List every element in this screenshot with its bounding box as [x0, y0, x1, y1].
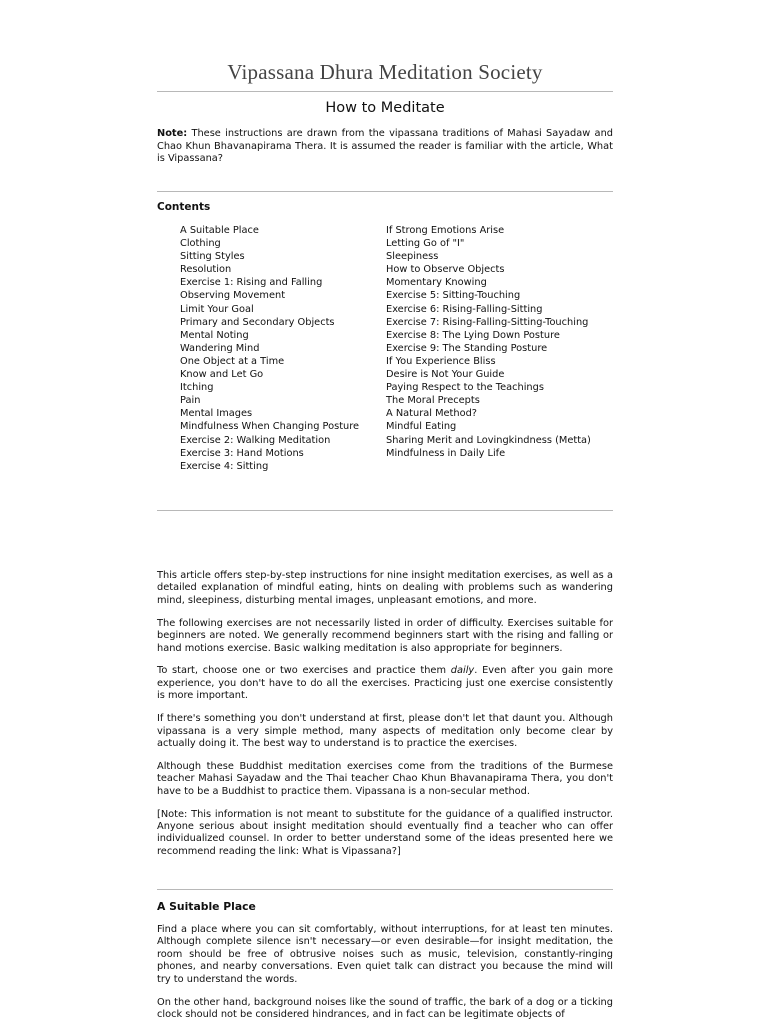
contents-link[interactable]: Observing Movement	[180, 290, 286, 302]
suitable-place-section	[157, 924, 613, 1032]
contents-link[interactable]: Exercise 6: Rising-Falling-Sitting	[386, 303, 543, 315]
contents-link[interactable]: Clothing	[180, 238, 221, 250]
contents-link[interactable]: Exercise 1: Rising and Falling	[180, 277, 323, 289]
contents-link[interactable]: Letting Go of "I"	[386, 238, 465, 250]
emphasis-daily: daily	[450, 665, 475, 677]
contents-link[interactable]: Sitting Styles	[180, 251, 245, 263]
intro-paragraph: [Note: This information is not meant to substitute for the guidance of a qualified instructor. Anyone serious about insight meditation should eventually find a teacher who can offer individualized counsel. In order to better understand some of the ideas presented here we recommend reading the link: What is Vipassana?]	[157, 808, 613, 857]
society-header: Vipassana Dhura Meditation Society	[227, 60, 543, 84]
contents-link[interactable]: Exercise 8: The Lying Down Posture	[386, 329, 560, 341]
contents-link[interactable]: Exercise 5: Sitting-Touching	[386, 290, 521, 302]
contents-link[interactable]: Exercise 7: Rising-Falling-Sitting-Touching	[386, 316, 589, 328]
contents-link[interactable]: Primary and Secondary Objects	[180, 316, 335, 328]
contents-link[interactable]: Desire is Not Your Guide	[386, 369, 505, 381]
page-title: How to Meditate	[325, 100, 445, 116]
note-text: These instructions are drawn from the vipassana traditions of Mahasi Sayadaw and Chao Khun Bhavanapirama Thera. It is assumed the reader is familiar with the article, What is Vipassana?	[157, 128, 613, 165]
intro-paragraph	[157, 665, 613, 702]
header-divider	[157, 91, 613, 92]
contents-divider-top	[157, 191, 613, 192]
contents-heading: Contents	[157, 201, 211, 213]
intro-paragraph: The following exercises are not necessarily listed in order of difficulty. Exercises suitable for beginners are noted. We generally recommend beginners start with the rising and falling or hand motions exercise. Basic walking meditation is also appropriate for beginners.	[157, 617, 613, 654]
contents-link[interactable]: Exercise 3: Hand Motions	[180, 447, 304, 459]
contents-link[interactable]: Exercise 9: The Standing Posture	[386, 342, 548, 354]
contents-link[interactable]: Limit Your Goal	[180, 303, 254, 315]
contents-link[interactable]: A Suitable Place	[180, 225, 259, 236]
contents-list-left	[180, 224, 359, 473]
intro-paragraph: If there's something you don't understand at first, please don't let that daunt you. Although vipassana is a very simple method, many aspects of meditation only become clear by actually doing it. The best way to understand is to practice the exercises.	[157, 713, 613, 749]
contents-link[interactable]: Mental Images	[180, 408, 253, 420]
section-heading-suitable-place: A Suitable Place	[157, 900, 256, 913]
text-span: . Even after you gain more experience, you don't have to do all the exercises. Practicing just one exercise consistently is more important.	[157, 665, 614, 702]
contents-link[interactable]: Exercise 2: Walking Meditation	[180, 434, 331, 446]
contents-link[interactable]: Mental Noting	[180, 329, 249, 341]
contents-link[interactable]: Mindful Eating	[386, 421, 457, 433]
contents-link[interactable]: The Moral Precepts	[386, 395, 480, 407]
contents-link[interactable]: Sharing Merit and Lovingkindness (Metta)	[386, 434, 591, 446]
contents-link[interactable]: Pain	[180, 395, 201, 407]
intro-paragraph: This article offers step-by-step instructions for nine insight meditation exercises, as well as a detailed explanation of mindful eating, hints on dealing with problems such as wandering mind, sleepiness, disturbing mental images, unpleasant emotions, and more.	[157, 570, 613, 606]
contents-link[interactable]: Momentary Knowing	[386, 277, 487, 289]
section-divider	[157, 889, 613, 890]
contents-link[interactable]: Paying Respect to the Teachings	[386, 382, 544, 394]
contents-link[interactable]: If Strong Emotions Arise	[386, 225, 505, 236]
contents-link[interactable]: Know and Let Go	[180, 369, 264, 381]
section-paragraph: On the other hand, background noises like the sound of traffic, the bark of a dog or a ticking clock should not be considered hindrances, and in fact can be legitimate objects of	[157, 996, 613, 1020]
contents-link[interactable]: Sleepiness	[386, 251, 439, 263]
contents-link[interactable]: One Object at a Time	[180, 355, 285, 367]
contents-link[interactable]: A Natural Method?	[386, 408, 478, 420]
note-paragraph	[157, 128, 613, 166]
contents-link[interactable]: Wandering Mind	[180, 342, 260, 354]
text-span: To start, choose one or two exercises and practice them	[157, 665, 451, 677]
contents-list-right	[386, 224, 591, 460]
contents-link[interactable]: If You Experience Bliss	[386, 355, 496, 367]
contents-link[interactable]: Itching	[180, 382, 214, 394]
contents-link[interactable]: How to Observe Objects	[386, 264, 505, 276]
contents-link[interactable]: Resolution	[180, 264, 232, 276]
note-label: Note:	[157, 128, 188, 139]
contents-link[interactable]: Mindfulness in Daily Life	[386, 447, 506, 459]
contents-divider-bottom	[157, 510, 613, 511]
section-paragraph: Find a place where you can sit comfortably, without interruptions, for at least ten minutes. Although complete silence isn't necessary—or even desirable—for insight meditation, the room should be free of obtrusive noises such as music, television, constantly-ringing phones, and nearby conversations. Even quiet talk can distract you because the mind will try to understand the words.	[157, 924, 613, 985]
intro-section	[157, 570, 613, 869]
contents-link[interactable]: Mindfulness When Changing Posture	[180, 421, 360, 433]
contents-link[interactable]: Exercise 4: Sitting	[180, 460, 269, 472]
intro-paragraph: Although these Buddhist meditation exercises come from the traditions of the Burmese teacher Mahasi Sayadaw and the Thai teacher Chao Khun Bhavanapirama Thera, you don't have to be a Buddhist to practice them. Vipassana is a non-secular method.	[157, 760, 613, 797]
